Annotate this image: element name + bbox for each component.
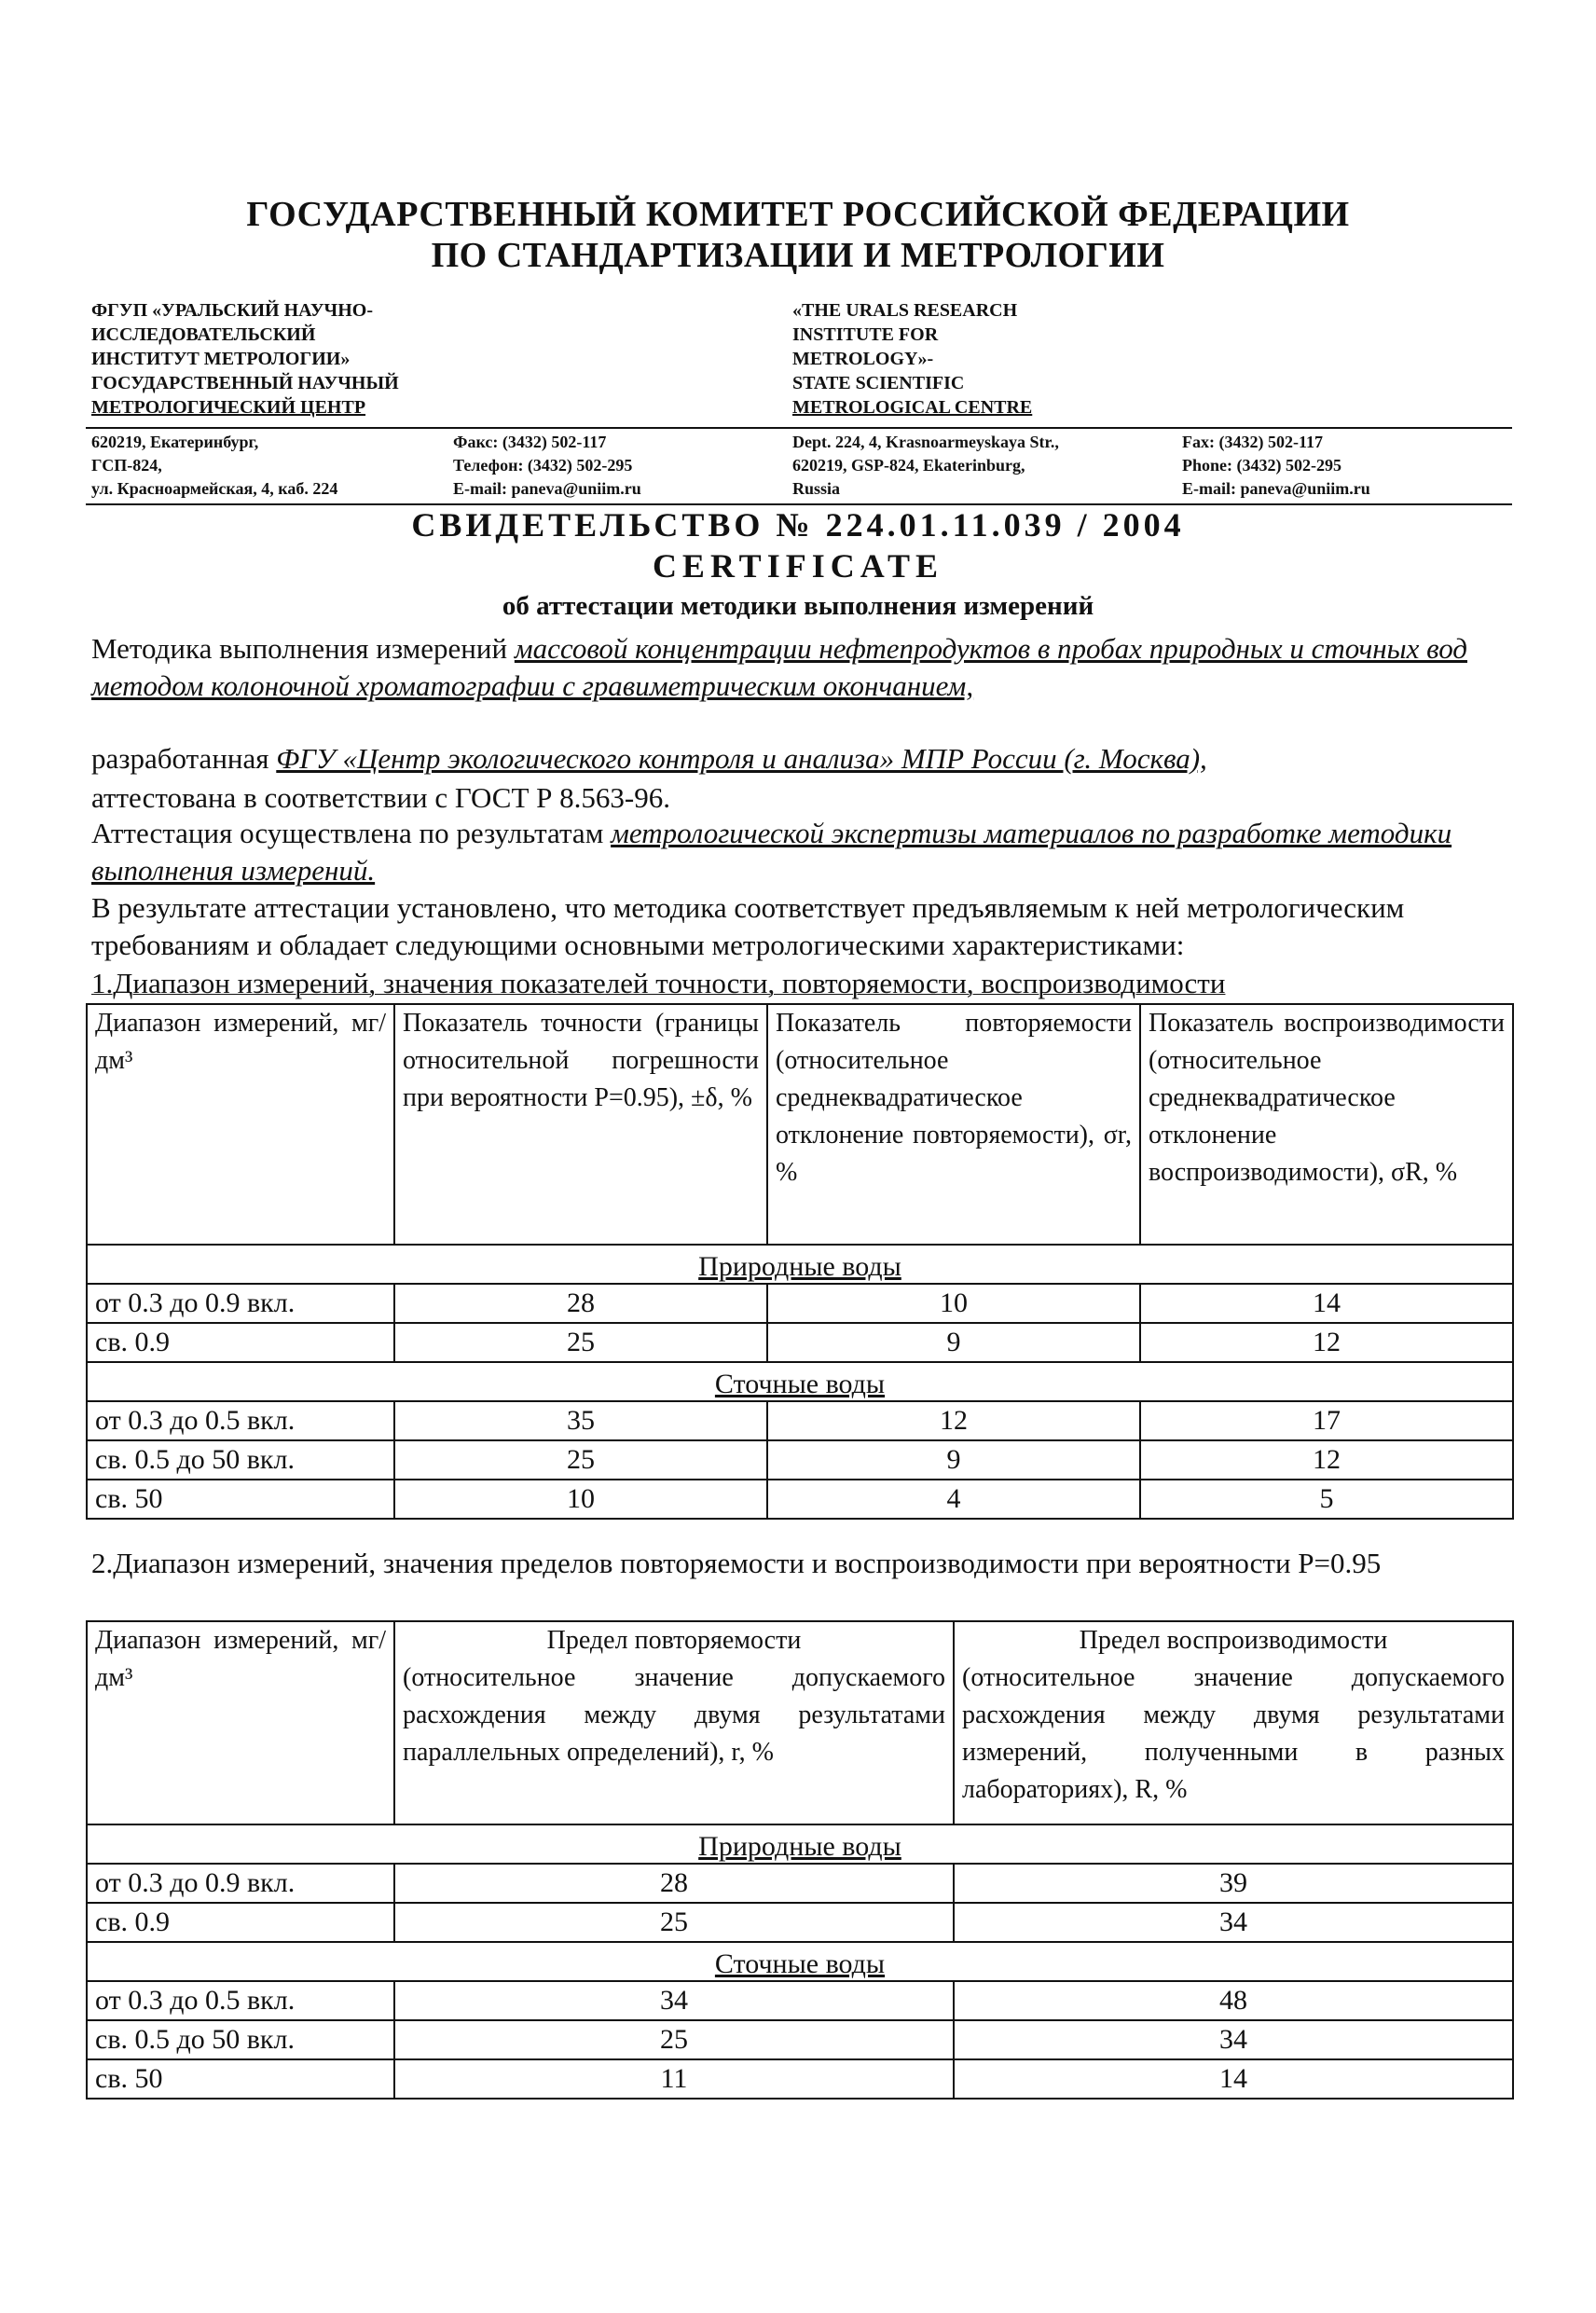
basis-paragraph: [91, 815, 1510, 889]
table-row: [87, 1864, 1513, 1903]
row-range: св. 0.5 до 50 вкл.: [87, 2020, 394, 2059]
cell-reproducibility-limit: 34: [954, 2020, 1513, 2059]
cell-reproducibility: 12: [1140, 1323, 1513, 1362]
cell-repeatability-limit: 11: [394, 2059, 954, 2099]
certificate-subtitle: об аттестации методики выполнения измерений: [502, 591, 1094, 621]
cell-repeatability-limit: 28: [394, 1864, 954, 1903]
institute-name-en: [792, 298, 1184, 420]
cell-accuracy: 25: [394, 1323, 767, 1362]
method-paragraph: [91, 630, 1510, 705]
contact-phones-en: [1182, 431, 1370, 501]
institute-name-ru: [91, 298, 483, 420]
cell-repeatability: 9: [767, 1323, 1140, 1362]
header-repeatability-limit-title: Предел повторяемости: [546, 1626, 802, 1655]
committee-title-line1: ГОСУДАРСТВЕННЫЙ КОМИТЕТ РОССИЙСКОЙ ФЕДЕРАЦИИ: [246, 195, 1350, 234]
standard-paragraph: [91, 779, 1510, 817]
developer-name: ФГУ «Центр экологического контроля и анализа» МПР России (г. Москва),: [276, 742, 1207, 775]
contact-line: Fax: (3432) 502-117: [1182, 433, 1323, 451]
section-1-title: 1.Диапазон измерений, значения показателей точности, повторяемости, воспроизводимости: [91, 967, 1226, 999]
cell-repeatability: 10: [767, 1284, 1140, 1323]
contact-line: ул. Красноармейская, 4, каб. 224: [91, 479, 338, 498]
group-row: [87, 1362, 1513, 1401]
table-row: [87, 1981, 1513, 2020]
table-header-row: [87, 1621, 1513, 1824]
contact-line: Телефон: (3432) 502-295: [453, 456, 633, 475]
cell-repeatability: 9: [767, 1440, 1140, 1480]
result-text: В результате аттестации установлено, что методика соответствует предъявляемым к ней метрологическим требованиям и обладает следующими основными метрологическими характеристиками:: [91, 891, 1405, 961]
developer-paragraph: [91, 740, 1510, 778]
row-range: от 0.3 до 0.9 вкл.: [87, 1864, 394, 1903]
table-row: [87, 1903, 1513, 1942]
table-header-row: [87, 1004, 1513, 1245]
table-row: [87, 1440, 1513, 1480]
group-natural-waters: Природные воды: [87, 1824, 1513, 1864]
contact-line: Phone: (3432) 502-295: [1182, 456, 1341, 475]
header-divider-top: [86, 427, 1512, 429]
header-reproducibility-limit-desc: (относительное значение допускаемого расхождения между двумя результатами измерений, полученными в разных лабораториях), R, %: [962, 1663, 1505, 1804]
institute-en-line: METROLOGY»-: [792, 349, 934, 369]
contact-address-en: [792, 431, 1059, 501]
header-range: Диапазон измерений, мг/дм³: [87, 1621, 394, 1824]
group-waste-waters: Сточные воды: [87, 1942, 1513, 1981]
cell-reproducibility-limit: 14: [954, 2059, 1513, 2099]
contact-line: 620219, GSP-824, Ekaterinburg,: [792, 456, 1025, 475]
header-reproducibility-limit-title: Предел воспроизводимости: [1079, 1626, 1388, 1655]
institute-ru-line: МЕТРОЛОГИЧЕСКИЙ ЦЕНТР: [91, 397, 366, 418]
header-repeatability-limit: [394, 1621, 954, 1824]
contact-address-ru: [91, 431, 337, 501]
cell-repeatability-limit: 25: [394, 2020, 954, 2059]
basis-name: метрологической экспертизы материалов по разработке методики выполнения измерений.: [91, 817, 1452, 887]
institute-en-line: «THE URALS RESEARCH: [792, 300, 1018, 321]
row-range: св. 0.9: [87, 1323, 394, 1362]
institute-en-line: STATE SCIENTIFIC: [792, 373, 965, 393]
method-name: массовой концентрации нефтепродуктов в пробах природных и сточных вод методом колоночной хроматографии с гравиметрическим окончанием,: [91, 632, 1467, 702]
header-reproducibility-limit: [954, 1621, 1513, 1824]
row-range: от 0.3 до 0.5 вкл.: [87, 1981, 394, 2020]
group-row: [87, 1824, 1513, 1864]
institute-ru-line: ИССЛЕДОВАТЕЛЬСКИЙ: [91, 324, 316, 345]
header-repeatability: Показатель повторяемости (относительное среднеквадратическое отклонение повторяемости), σr, %: [767, 1004, 1140, 1245]
cell-repeatability: 12: [767, 1401, 1140, 1440]
cell-repeatability-limit: 34: [394, 1981, 954, 2020]
cell-reproducibility: 5: [1140, 1480, 1513, 1519]
cell-accuracy: 25: [394, 1440, 767, 1480]
basis-lead: Аттестация осуществлена по результатам: [91, 817, 612, 849]
row-range: от 0.3 до 0.9 вкл.: [87, 1284, 394, 1323]
cell-reproducibility-limit: 48: [954, 1981, 1513, 2020]
row-range: св. 0.9: [87, 1903, 394, 1942]
standard-line: аттестована в соответствии с ГОСТ Р 8.563-96.: [91, 781, 670, 814]
contact-email-link[interactable]: E-mail: paneva@uniim.ru: [453, 479, 641, 498]
certificate-title-ru: СВИДЕТЕЛЬСТВО № 224.01.11.039 / 2004: [411, 506, 1185, 544]
row-range: св. 50: [87, 2059, 394, 2099]
table-row: [87, 1284, 1513, 1323]
institute-ru-line: ИНСТИТУТ МЕТРОЛОГИИ»: [91, 349, 351, 369]
row-range: св. 0.5 до 50 вкл.: [87, 1440, 394, 1480]
institute-ru-line: ГОСУДАРСТВЕННЫЙ НАУЧНЫЙ: [91, 373, 399, 393]
group-row: [87, 1245, 1513, 1284]
row-range: от 0.3 до 0.5 вкл.: [87, 1401, 394, 1440]
contact-phones-ru: [453, 431, 641, 501]
table-accuracy-indicators: [86, 1003, 1514, 1520]
cell-reproducibility: 17: [1140, 1401, 1513, 1440]
cell-accuracy: 35: [394, 1401, 767, 1440]
group-row: [87, 1942, 1513, 1981]
header-range: Диапазон измерений, мг/дм³: [87, 1004, 394, 1245]
developer-lead: разработанная: [91, 742, 277, 775]
header-accuracy: Показатель точности (границы относительной погрешности при вероятности Р=0.95), ±δ, %: [394, 1004, 767, 1245]
cell-reproducibility: 14: [1140, 1284, 1513, 1323]
contact-email-link[interactable]: E-mail: paneva@uniim.ru: [1182, 479, 1370, 498]
table-row: [87, 1480, 1513, 1519]
table-limits: [86, 1620, 1514, 2100]
cell-reproducibility-limit: 39: [954, 1864, 1513, 1903]
institute-en-line: METROLOGICAL CENTRE: [792, 397, 1033, 418]
result-paragraph: [91, 889, 1510, 964]
header-repeatability-limit-desc: (относительное значение допускаемого расхождения между двумя результатами параллельных определений), r, %: [403, 1663, 945, 1767]
contact-line: Факс: (3432) 502-117: [453, 433, 607, 451]
contact-line: ГСП-824,: [91, 456, 162, 475]
group-waste-waters: Сточные воды: [87, 1362, 1513, 1401]
cell-reproducibility-limit: 34: [954, 1903, 1513, 1942]
table-row: [87, 2059, 1513, 2099]
group-natural-waters: Природные воды: [87, 1245, 1513, 1284]
contact-line: 620219, Екатеринбург,: [91, 433, 259, 451]
institute-en-line: INSTITUTE FOR: [792, 324, 939, 345]
cell-repeatability-limit: 25: [394, 1903, 954, 1942]
table-row: [87, 1323, 1513, 1362]
cell-accuracy: 28: [394, 1284, 767, 1323]
contact-line: Russia: [792, 479, 841, 498]
committee-title-line2: ПО СТАНДАРТИЗАЦИИ И МЕТРОЛОГИИ: [431, 236, 1165, 275]
cell-repeatability: 4: [767, 1480, 1140, 1519]
cell-accuracy: 10: [394, 1480, 767, 1519]
table-row: [87, 1401, 1513, 1440]
header-reproducibility: Показатель воспроизводимости (относительное среднеквадратическое отклонение воспроизводимости), σR, %: [1140, 1004, 1513, 1245]
table-row: [87, 2020, 1513, 2059]
row-range: св. 50: [87, 1480, 394, 1519]
section-2-title: 2.Диапазон измерений, значения пределов повторяемости и воспроизводимости при вероятности Р=0.95: [91, 1547, 1382, 1579]
contact-line: Dept. 224, 4, Krasnoarmeyskaya Str.,: [792, 433, 1059, 451]
cell-reproducibility: 12: [1140, 1440, 1513, 1480]
institute-ru-line: ФГУП «УРАЛЬСКИЙ НАУЧНО-: [91, 300, 373, 321]
method-lead: Методика выполнения измерений: [91, 632, 515, 665]
certificate-title-en: CERTIFICATE: [652, 547, 944, 585]
